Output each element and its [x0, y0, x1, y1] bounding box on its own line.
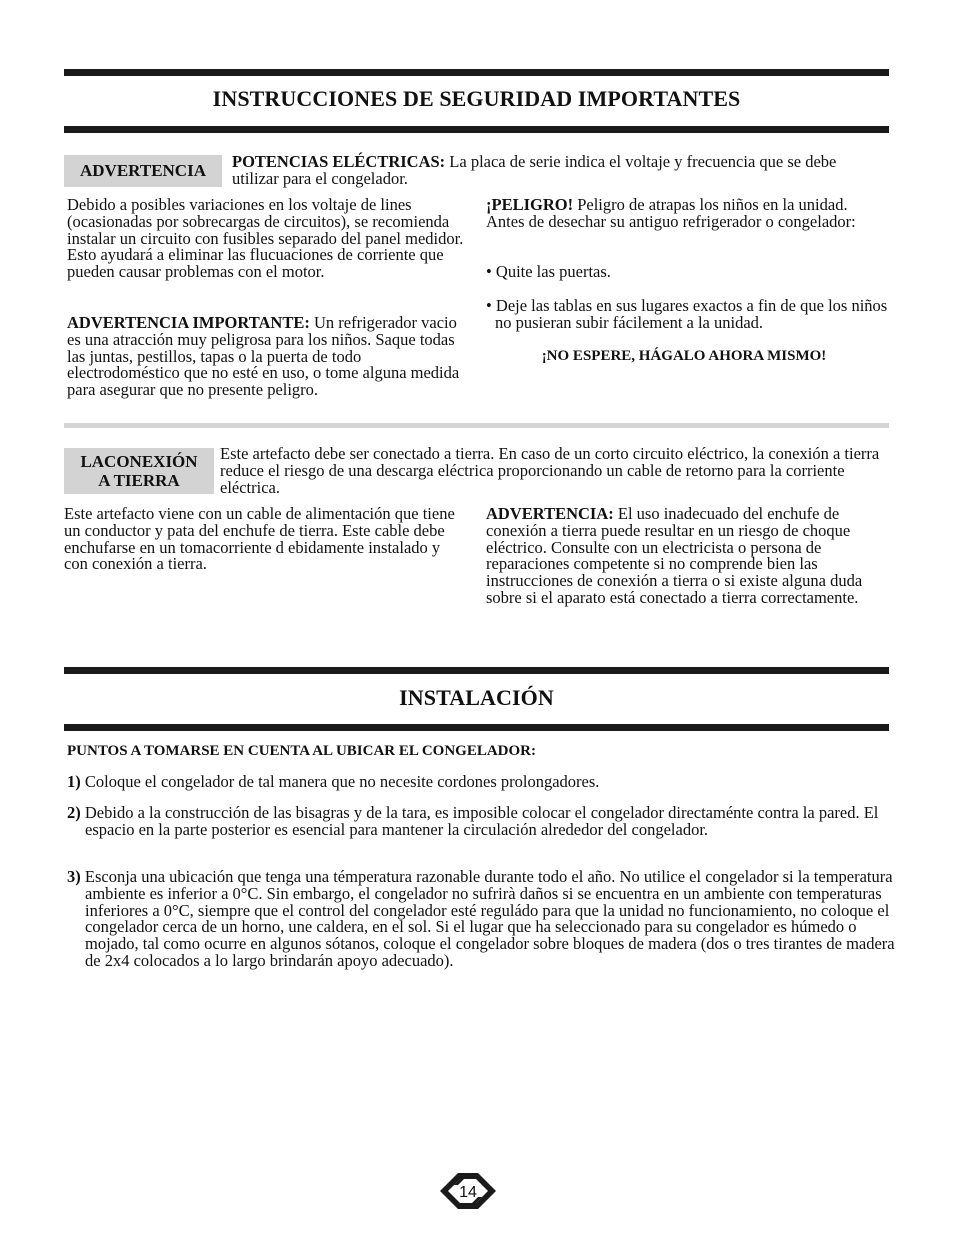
grounding-tag-line1: LACONEXIÓN	[80, 452, 198, 471]
item-3-number: 3)	[67, 867, 81, 886]
item-1-text: Coloque el congelador de tal manera que no necesite cordones prolongadores.	[80, 772, 600, 791]
important-heading: ADVERTENCIA IMPORTANTE:	[67, 313, 310, 332]
grounding-cable: Este artefacto viene con un cable de alimentación que tiene un conductor y pata del enchufe de tierra. Este cable debe enchufarse en un tomacorriente d ebidamente instalado y con conexión a tierra.	[64, 504, 455, 574]
grounding-intro: Este artefacto debe ser conectado a tierra. En caso de un corto circuito eléctrico, la conexión a tierra reduce el riesgo de una descarga eléctrica proporcionando un cable de retorno para la corriente eléctrica.	[220, 444, 880, 497]
power-heading: POTENCIAS ELÉCTRICAS:	[232, 152, 446, 171]
bullet-leave-shelves: • Deje las tablas en sus lugares exactos a fin de que los niños no pusieran subir fácilement a la unidad.	[486, 296, 888, 332]
grounding-tag-line2: A TIERRA	[98, 471, 180, 490]
danger-paragraph	[486, 197, 882, 231]
grounding-warning-heading: ADVERTENCIA:	[486, 504, 614, 523]
installation-item-3	[67, 869, 900, 970]
installation-item-1	[67, 774, 900, 791]
page-number: 14	[459, 1184, 477, 1201]
installation-item-2	[67, 805, 900, 839]
power-text: La placa de serie indica el voltaje y frecuencia que se debe utilizar para el congelador.	[232, 152, 837, 188]
page-number-badge	[438, 1170, 498, 1212]
item-1-number: 1)	[67, 772, 81, 791]
act-now-notice: ¡NO ESPERE, HÁGALO AHORA MISMO!	[541, 348, 827, 364]
item-2-number: 2)	[67, 803, 81, 822]
grounding-warning-text: El uso inadecuado del enchufe de conexión a tierra puede resultar en un riesgo de choque eléctrico. Consulte con un electricista o persona de reparaciones competente si no comprende bien las instrucciones de conexión a tierra o si existe alguna duda sobre si el aparato está conectado a tierra correctamente.	[486, 504, 863, 607]
safety-title-rule	[64, 126, 889, 133]
installation-top-rule	[64, 667, 889, 674]
item-3-text: Esconja una ubicación que tenga una témperatura razonable durante todo el año. No utilice el congelador si la temperatura ambiente es inferior a 0°C. Sin embargo, el congelador no sufrirà daños si se encuentra en un ambiente con temperaturas inferiores a 0°C, siempre que el control del congelador esté reguládo para que la unidad no funcionamiento, no coloque el congelador cerca de un horno, une caldera, en el sol. Si el lugar que ha seleccionado para su congelador es húmedo o mojado, tal como ocurre en algunos sótanos, coloque el congelador sobre bloques de madera (dos o tres tirantes de madera de 2x4 colocados a lo largo brindarán apoyo adecuado).	[80, 867, 895, 970]
power-paragraph	[232, 154, 882, 188]
grounding-tag	[64, 448, 214, 494]
warning-tag: ADVERTENCIA	[64, 155, 222, 187]
bullet-remove-doors: • Quite las puertas.	[486, 262, 611, 281]
danger-heading: ¡PELIGRO!	[486, 195, 574, 214]
installation-title-rule	[64, 724, 889, 731]
grounding-warning	[486, 506, 886, 607]
grounding-divider	[64, 423, 889, 428]
important-text: Un refrigerador vacio es una atracción muy peligrosa para los niños. Saque todas las juntas, pestillos, tapas o la puerta de todo electrodoméstico que no esté en uso, o tome alguna medida para asegurar que no presente peligro.	[67, 313, 460, 400]
top-rule	[64, 69, 889, 76]
installation-title: INSTALACIÓN	[399, 685, 554, 710]
voltage-paragraph: Debido a posibles variaciones en los voltaje de lines (ocasionadas por sobrecargas de circuitos), se recomienda instalar un circuito con fusibles separado del panel medidor. Esto ayudará a eliminar las flucuaciones de corriente que pueden causar problemas con el motor.	[67, 195, 464, 282]
page-number-diamond-icon	[438, 1170, 498, 1212]
item-2-text: Debido a la construcción de las bisagras y de la tara, es imposible colocar el congelador directaménte contra la pared. El espacio en la parte posterior es esencial para mantener la circulación alrededor del congelador.	[80, 803, 879, 839]
installation-subheading: PUNTOS A TOMARSE EN CUENTA AL UBICAR EL CONGELADOR:	[67, 743, 536, 759]
safety-title: INSTRUCCIONES DE SEGURIDAD IMPORTANTES	[212, 86, 741, 111]
danger-text: Peligro de atrapas los niños en la unidad. Antes de desechar su antiguo refrigerador o congelador:	[486, 195, 856, 231]
important-paragraph	[67, 315, 465, 399]
